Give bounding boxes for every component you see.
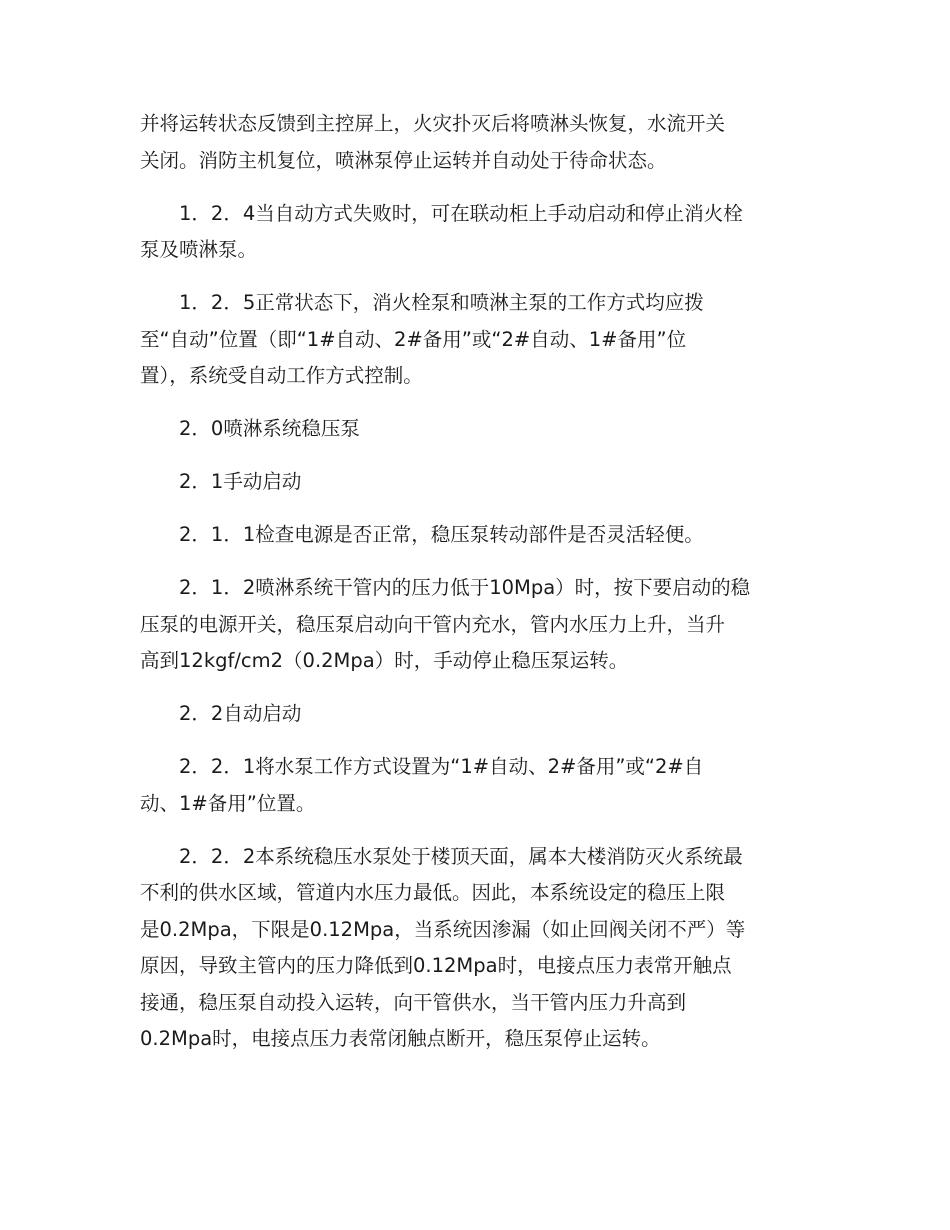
- paragraph: 2．1．2喷淋系统干管内的压力低于10Mpa）时，按下要启动的稳 压泵的电源开关，稳压泵启动向干管内充水，管内水压力上升，当升 高到12kgf/cm2（0.2Mpa）时，手动停止稳压泵运转。: [140, 576, 751, 672]
- paragraph: 2．2．2本系统稳压水泵处于楼顶天面，属本大楼消防灭火系统最 不利的供水区域，管道内水压力最低。因此，本系统设定的稳压上限 是0.2Mpa，下限是0.12Mpa，当系统因渗漏（如止回阀关闭不严）等 原因，导致主管内的压力降低到0.12Mpa时，电接点压力表常开触点 接通，稳压泵自动投入运转，向干管供水，当干管内压力升高到 0.2Mpa时，电接点压力表常闭触点断开，稳压泵停止运转。: [140, 844, 746, 1050]
- document-body: [140, 106, 820, 1074]
- subsection-heading: 2．1手动启动: [179, 470, 302, 493]
- paragraph: 并将运转状态反馈到主控屏上，火灾扑灭后将喷淋头恢复，水流开关 关闭。消防主机复位，喷淋泵停止运转并自动处于待命状态。: [140, 112, 726, 172]
- paragraph: 1．2．5正常状态下，消火栓泵和喷淋主泵的工作方式均应拨 至“自动”位置（即“1#自动、2#备用”或“2#自动、1#备用”位 置），系统受自动工作方式控制。: [140, 291, 704, 387]
- paragraph: 1．2．4当自动方式失败时，可在联动柜上手动启动和停止消火栓 泵及喷淋泵。: [140, 201, 743, 261]
- paragraph: 2．2．1将水泵工作方式设置为“1#自动、2#备用”或“2#自 动、1#备用”位置。: [140, 755, 704, 815]
- section-heading: 2．0喷淋系统稳压泵: [179, 417, 360, 440]
- paragraph: 2．1．1检查电源是否正常，稳压泵转动部件是否灵活轻便。: [179, 523, 704, 546]
- subsection-heading: 2．2自动启动: [179, 702, 302, 725]
